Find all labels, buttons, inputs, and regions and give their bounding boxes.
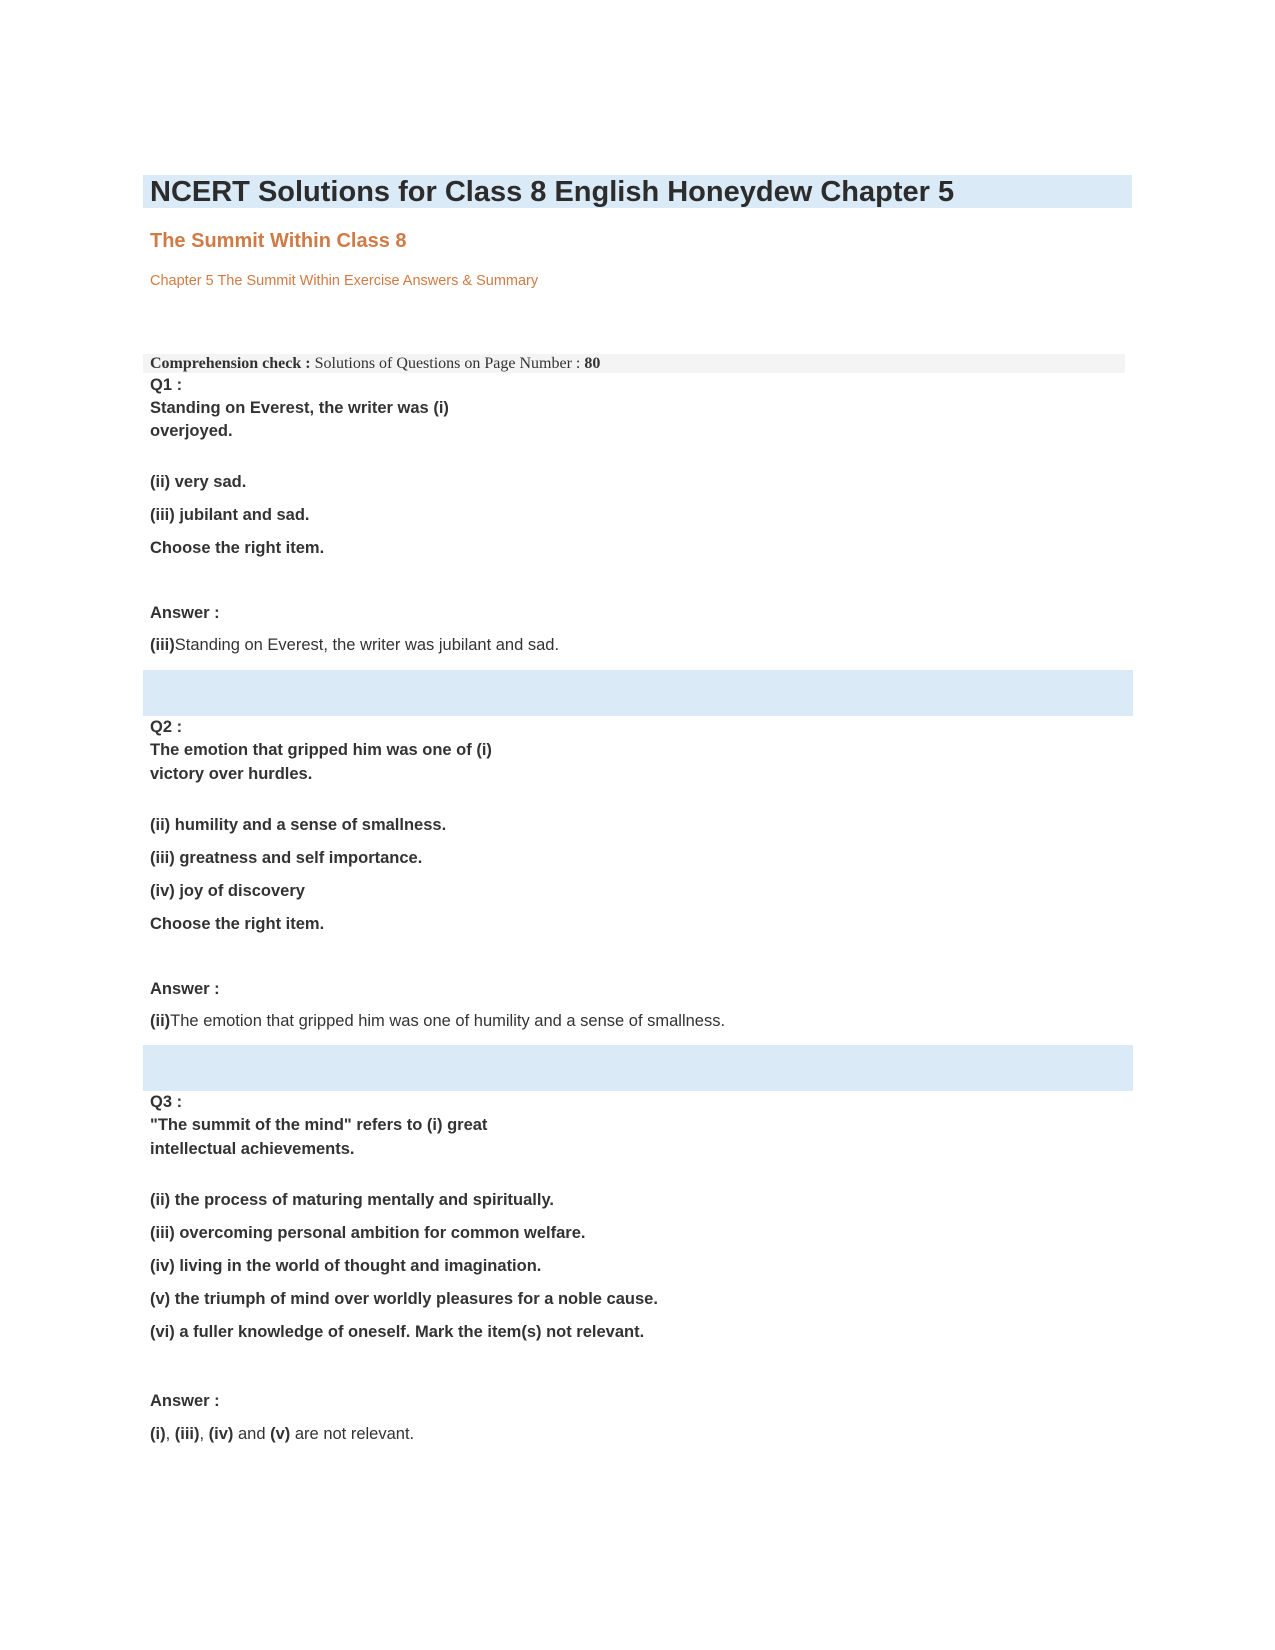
question-option: (iv) living in the world of thought and imagination. — [150, 1257, 542, 1275]
question-number: Q1 : — [150, 376, 183, 394]
answer-option: (ii) — [150, 1012, 171, 1030]
answer-separator: , — [199, 1425, 209, 1443]
question-option: (iii) jubilant and sad. — [150, 506, 310, 524]
answer-separator: and — [233, 1425, 271, 1443]
question-line: intellectual achievements. — [150, 1140, 355, 1158]
answer-separator: , — [165, 1425, 175, 1443]
answer-label: Answer : — [150, 604, 220, 622]
answer-label: Answer : — [150, 1392, 220, 1410]
question-option: (ii) the process of maturing mentally and spiritually. — [150, 1191, 555, 1209]
comprehension-page: 80 — [584, 355, 601, 372]
question-separator — [143, 1045, 1133, 1091]
question-line: Standing on Everest, the writer was (i) — [150, 399, 449, 417]
question-option: (iii) overcoming personal ambition for common welfare. — [150, 1224, 586, 1242]
answer-text — [150, 635, 559, 655]
question-instruction: Choose the right item. — [150, 539, 325, 557]
chapter-description: Chapter 5 The Summit Within Exercise Answers & Summary — [150, 273, 539, 289]
page-subtitle: The Summit Within Class 8 — [150, 230, 407, 252]
answer-text — [150, 1424, 414, 1444]
answer-option: (iii) — [150, 636, 175, 654]
question-number: Q2 : — [150, 718, 183, 736]
answer-body: are not relevant. — [290, 1425, 415, 1443]
question-number: Q3 : — [150, 1093, 183, 1111]
question-line: victory over hurdles. — [150, 765, 313, 783]
question-option: (vi) a fuller knowledge of oneself. Mark the item(s) not relevant. — [150, 1323, 645, 1341]
answer-option: (iv) — [208, 1425, 234, 1443]
answer-label: Answer : — [150, 980, 220, 998]
question-option: (v) the triumph of mind over worldly pleasures for a noble cause. — [150, 1290, 658, 1308]
question-option: (ii) humility and a sense of smallness. — [150, 816, 447, 834]
question-option: (iv) joy of discovery — [150, 882, 305, 900]
answer-option: (v) — [270, 1425, 291, 1443]
question-line: overjoyed. — [150, 422, 233, 440]
question-line: The emotion that gripped him was one of (i) — [150, 741, 492, 759]
page-title: NCERT Solutions for Class 8 English Honeydew Chapter 5 — [150, 176, 955, 208]
answer-body: The emotion that gripped him was one of humility and a sense of smallness. — [170, 1012, 726, 1030]
question-line: "The summit of the mind" refers to (i) great — [150, 1116, 488, 1134]
answer-body: Standing on Everest, the writer was jubilant and sad. — [174, 636, 560, 654]
comprehension-text: Solutions of Questions on Page Number : — [310, 355, 585, 372]
comprehension-heading — [150, 354, 600, 374]
question-instruction: Choose the right item. — [150, 915, 325, 933]
answer-option: (i) — [150, 1425, 166, 1443]
answer-option: (iii) — [174, 1425, 200, 1443]
answer-text — [150, 1011, 725, 1031]
comprehension-label: Comprehension check : — [150, 355, 311, 372]
question-option: (iii) greatness and self importance. — [150, 849, 423, 867]
question-option: (ii) very sad. — [150, 473, 247, 491]
question-separator — [143, 670, 1133, 716]
